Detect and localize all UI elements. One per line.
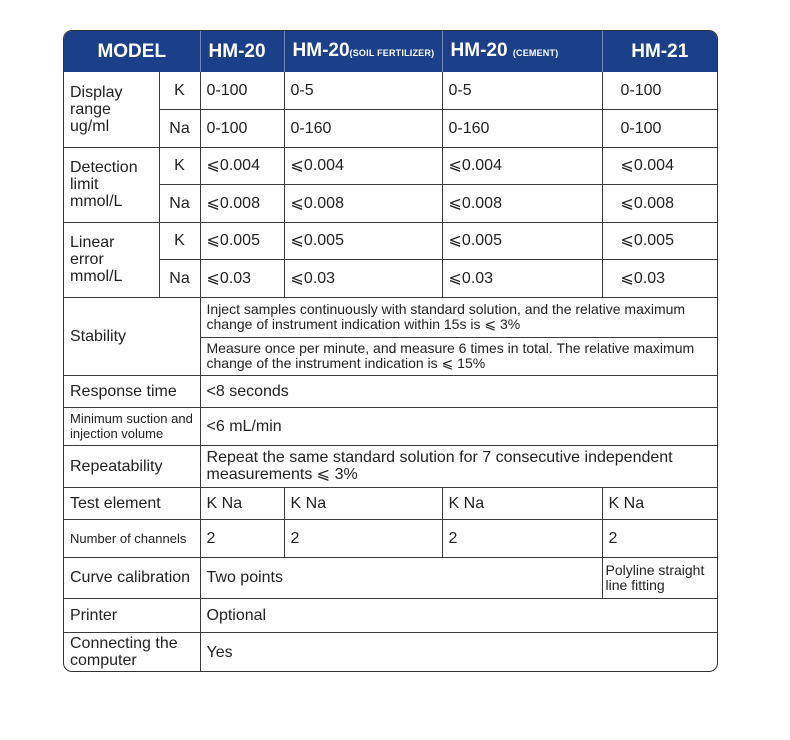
cell-value: ⩽0.005 [200, 222, 284, 259]
element-k: K [159, 72, 200, 109]
cell-value: ⩽0.008 [442, 184, 602, 222]
curve-calibration-hm21: Polyline straight line fitting [602, 557, 717, 598]
curve-calibration-label: Curve calibration [64, 557, 200, 598]
stability-label: Stability [64, 297, 200, 375]
detection-limit-k-row [64, 147, 717, 184]
cell-value: ⩽0.008 [284, 184, 442, 222]
cell-value: ⩽0.005 [284, 222, 442, 259]
cell-value: ⩽0.03 [284, 259, 442, 297]
element-k: K [159, 147, 200, 184]
cell-value: 0-160 [442, 109, 602, 147]
header-row [64, 31, 717, 72]
cell-value: K Na [200, 487, 284, 519]
cell-value: K Na [602, 487, 717, 519]
cell-value: ⩽0.03 [602, 259, 717, 297]
cell-value: ⩽0.004 [200, 147, 284, 184]
cell-value: 2 [602, 519, 717, 557]
test-element-label: Test element [64, 487, 200, 519]
cell-value: 2 [200, 519, 284, 557]
cell-value: 0-160 [284, 109, 442, 147]
cell-value: 0-100 [200, 109, 284, 147]
cell-value: 0-100 [602, 72, 717, 109]
display-range-label: Display range ug/ml [64, 72, 159, 147]
cell-value: ⩽0.008 [200, 184, 284, 222]
model-hm20-cement: HM-20 (CEMENT) [442, 31, 602, 72]
display-range-k-row [64, 72, 717, 109]
printer-value: Optional [200, 598, 717, 632]
cell-value: ⩽0.005 [442, 222, 602, 259]
repeatability-row [64, 445, 717, 487]
cell-value: ⩽0.004 [602, 147, 717, 184]
computer-label: Connecting the computer [64, 632, 200, 672]
response-time-row [64, 375, 717, 407]
printer-label: Printer [64, 598, 200, 632]
min-suction-row [64, 407, 717, 445]
linear-error-label: Linear error mmol/L [64, 222, 159, 297]
cell-value: ⩽0.004 [442, 147, 602, 184]
min-suction-value: <6 mL/min [200, 407, 717, 445]
curve-calibration-value: Two points [200, 557, 602, 598]
stability-text-1: Inject samples continuously with standard solution, and the relative maximum change of instrument indication within 15s is ⩽ 3% [200, 297, 717, 337]
model-header: MODEL [64, 31, 200, 72]
element-na: Na [159, 259, 200, 297]
cell-value: ⩽0.005 [602, 222, 717, 259]
spec-table-frame [63, 30, 718, 672]
stability-row-1 [64, 297, 717, 337]
cell-value: ⩽0.004 [284, 147, 442, 184]
cell-value: K Na [284, 487, 442, 519]
element-k: K [159, 222, 200, 259]
model-hm20: HM-20 [200, 31, 284, 72]
printer-row [64, 598, 717, 632]
cell-value: 0-100 [602, 109, 717, 147]
cell-value: ⩽0.008 [602, 184, 717, 222]
cell-value: K Na [442, 487, 602, 519]
cell-value: 2 [284, 519, 442, 557]
linear-error-k-row [64, 222, 717, 259]
spec-table [64, 31, 717, 672]
cell-value: 0-100 [200, 72, 284, 109]
cell-value: ⩽0.03 [442, 259, 602, 297]
model-hm21: HM-21 [602, 31, 717, 72]
cell-value: ⩽0.03 [200, 259, 284, 297]
cell-value: 0-5 [284, 72, 442, 109]
channels-label: Number of channels [64, 519, 200, 557]
computer-row [64, 632, 717, 672]
detection-limit-label: Detection limit mmol/L [64, 147, 159, 222]
repeatability-label: Repeatability [64, 445, 200, 487]
curve-calibration-row [64, 557, 717, 598]
element-na: Na [159, 184, 200, 222]
element-na: Na [159, 109, 200, 147]
linear-error-na-row [64, 259, 717, 297]
computer-value: Yes [200, 632, 717, 672]
stability-text-2: Measure once per minute, and measure 6 times in total. The relative maximum change of the instrument indication is ⩽ 15% [200, 337, 717, 375]
response-time-label: Response time [64, 375, 200, 407]
model-hm20-soil-fertilizer: HM-20(SOIL FERTILIZER) [284, 31, 442, 72]
display-range-na-row [64, 109, 717, 147]
min-suction-label: Minimum suction and injection volume [64, 407, 200, 445]
cell-value: 2 [442, 519, 602, 557]
response-time-value: <8 seconds [200, 375, 717, 407]
channels-row [64, 519, 717, 557]
detection-limit-na-row [64, 184, 717, 222]
test-element-row [64, 487, 717, 519]
cell-value: 0-5 [442, 72, 602, 109]
repeatability-value: Repeat the same standard solution for 7 consecutive independent measurements ⩽ 3% [200, 445, 717, 487]
